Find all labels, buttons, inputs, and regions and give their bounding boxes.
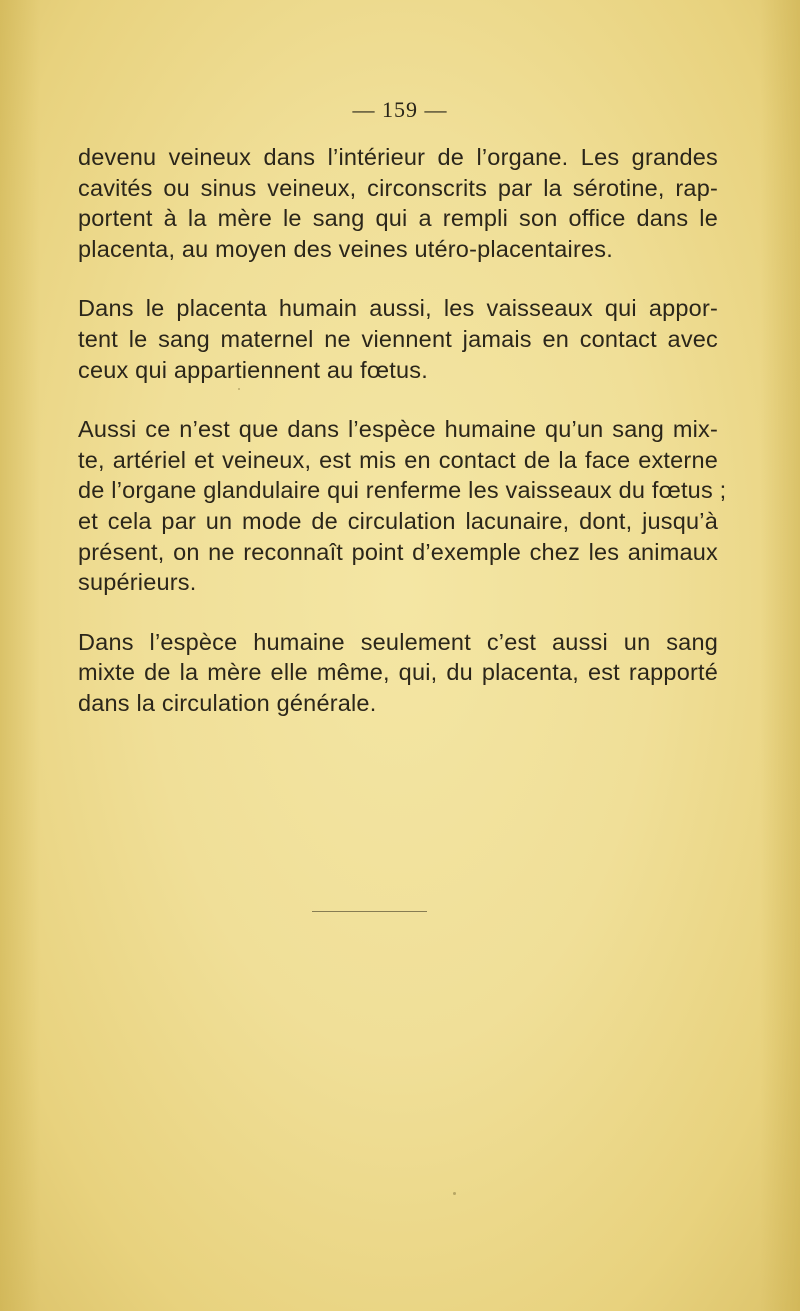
paragraph-3 — [78, 414, 727, 598]
paper-speck — [453, 1192, 456, 1195]
text-line: et cela par un mode de circulation lacunaire, dont, jusqu’à — [78, 507, 718, 534]
text-line: de l’organe glandulaire qui renferme les vaisseaux du fœtus ; — [78, 477, 727, 504]
text-line: tent le sang maternel ne viennent jamais en contact avec — [78, 325, 718, 352]
body-text — [78, 142, 727, 748]
text-line: Aussi ce n’est que dans l’espèce humaine qu’un sang mix- — [78, 416, 718, 443]
paper-edge-right — [760, 0, 800, 1311]
page-number: — 159 — — [352, 97, 448, 122]
text-line: devenu veineux dans l’intérieur de l’organe. Les grandes — [78, 144, 718, 170]
text-line: placenta, au moyen des veines utéro-placentaires. — [78, 235, 613, 262]
end-rule — [312, 911, 427, 912]
paragraph-2 — [78, 293, 718, 385]
text-line: cavités ou sinus veineux, circonscrits par la sérotine, rap- — [78, 174, 718, 201]
text-line: ceux qui appartiennent au fœtus. — [78, 356, 428, 383]
text-line: présent, on ne reconnaît point d’exemple chez les animaux — [78, 538, 718, 565]
text-line: portent à la mère le sang qui a rempli son office dans le — [78, 205, 718, 232]
text-line: dans la circulation générale. — [78, 689, 377, 716]
paper-speck — [238, 388, 240, 390]
text-line: supérieurs. — [78, 569, 197, 596]
paragraph-4 — [78, 627, 718, 719]
text-line: te, artériel et veineux, est mis en contact de la face externe — [78, 446, 718, 473]
paper-edge-left — [0, 0, 40, 1311]
text-line: Dans l’espèce humaine seulement c’est aussi un sang — [78, 628, 718, 655]
text-line: mixte de la mère elle même, qui, du placenta, est rapporté — [78, 659, 718, 686]
paragraph-1 — [78, 142, 718, 264]
text-line: Dans le placenta humain aussi, les vaisseaux qui appor- — [78, 295, 718, 322]
